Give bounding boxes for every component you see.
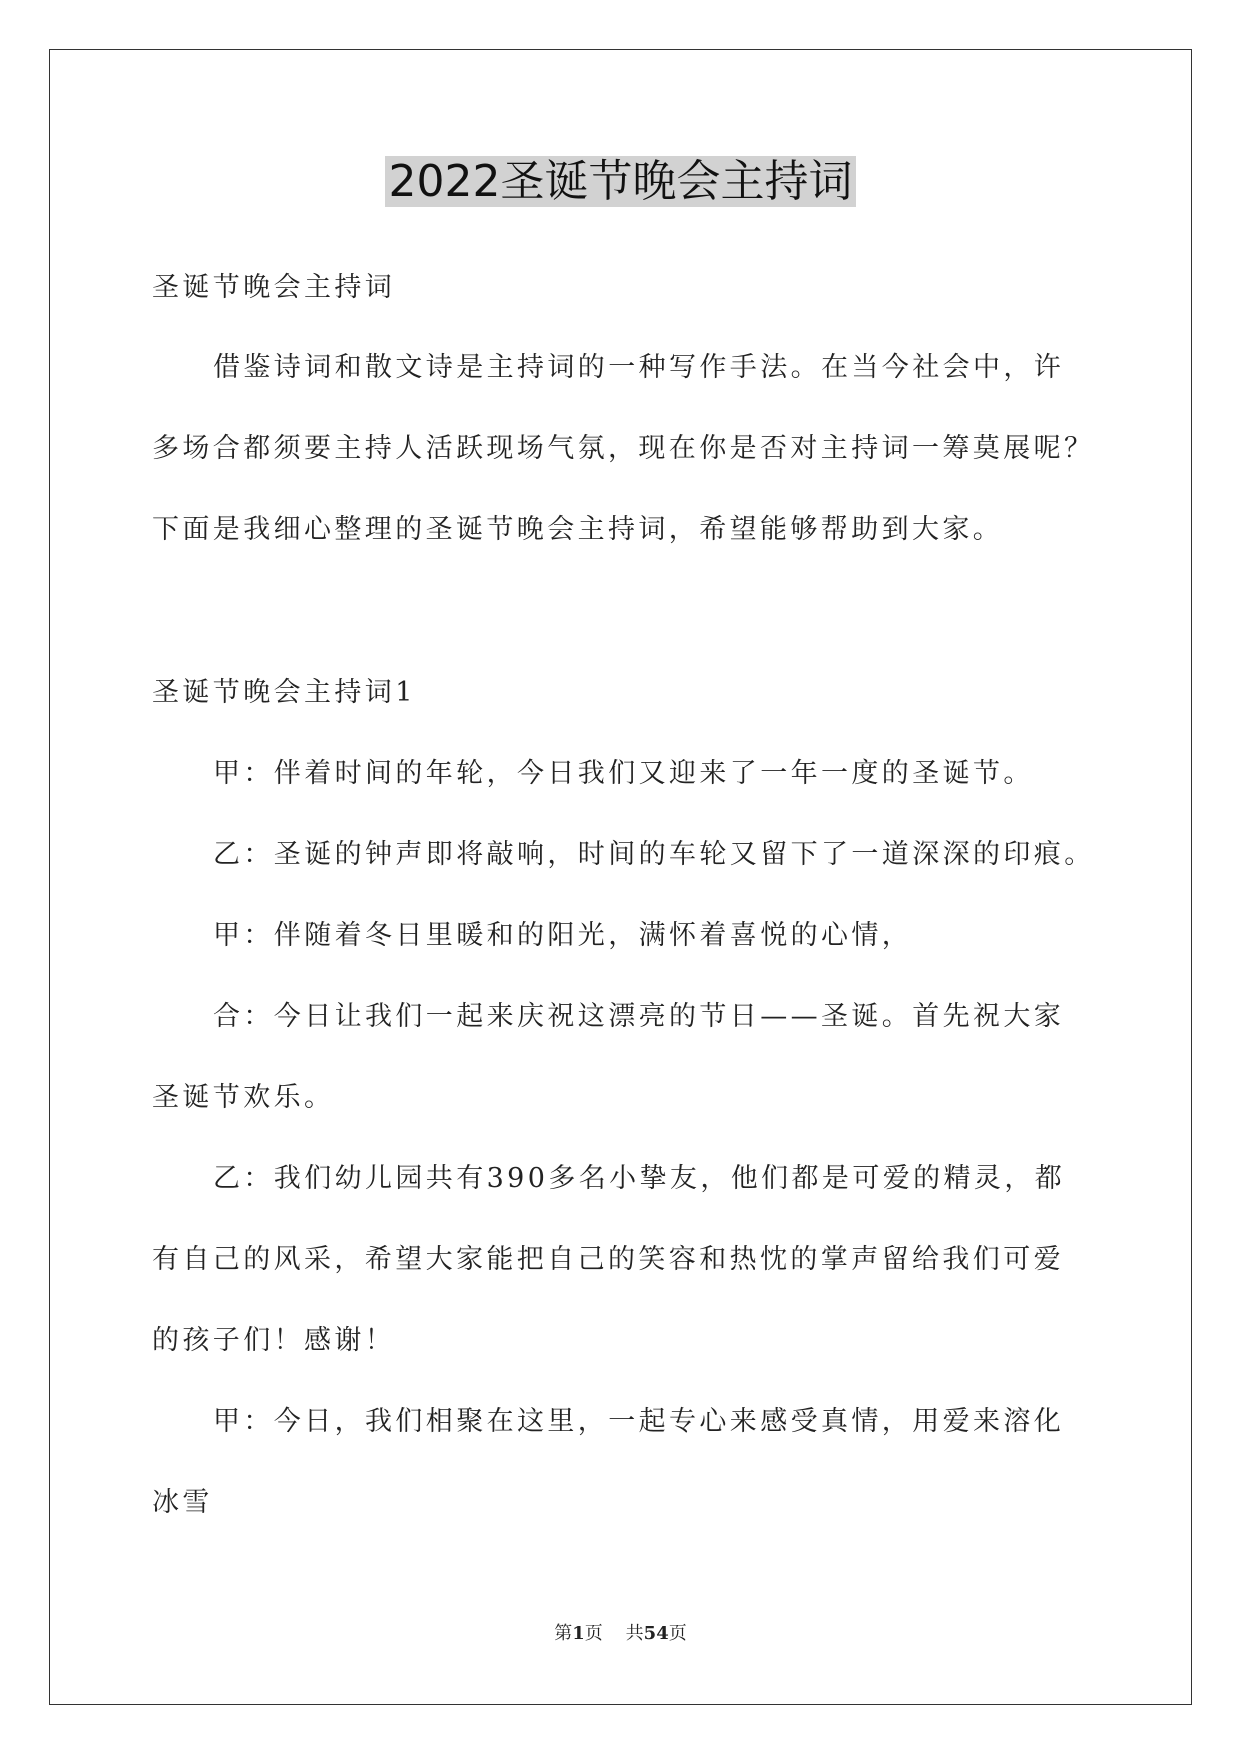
dialogue-line: 乙：圣诞的钟声即将敲响，时间的车轮又留下了一道深深的印痕。	[213, 839, 1095, 870]
dialogue-line: 冰雪	[152, 1487, 213, 1518]
page-footer	[0, 1622, 1241, 1646]
page-suffix: 页	[584, 1623, 603, 1644]
page-prefix: 第	[554, 1623, 573, 1644]
dialogue-line: 甲：今日，我们相聚在这里，一起专心来感受真情，用爱来溶化	[213, 1406, 1065, 1437]
document-title-text: 2022圣诞节晚会主持词	[385, 156, 857, 207]
intro-paragraph-line: 多场合都须要主持人活跃现场气氛，现在你是否对主持词一筹莫展呢？	[152, 433, 1095, 464]
document-title	[0, 152, 1241, 212]
total-prefix: 共	[625, 1623, 644, 1644]
dialogue-line: 合：今日让我们一起来庆祝这漂亮的节日——圣诞。首先祝大家	[213, 1001, 1065, 1032]
total-suffix: 页	[668, 1623, 687, 1644]
page-number: 1	[572, 1623, 585, 1644]
dialogue-line: 乙：我们幼儿园共有390多名小挚友，他们都是可爱的精灵，都	[213, 1163, 1066, 1194]
intro-paragraph-line: 下面是我细心整理的圣诞节晚会主持词，希望能够帮助到大家。	[152, 514, 1004, 545]
subtitle: 圣诞节晚会主持词	[152, 272, 396, 303]
dialogue-line: 圣诞节欢乐。	[152, 1082, 335, 1113]
dialogue-line: 有自己的风采，希望大家能把自己的笑容和热忱的掌声留给我们可爱	[152, 1244, 1064, 1275]
dialogue-line: 甲：伴随着冬日里暖和的阳光，满怀着喜悦的心情，	[213, 920, 913, 951]
total-pages: 54	[643, 1623, 669, 1644]
dialogue-line: 甲：伴着时间的年轮，今日我们又迎来了一年一度的圣诞节。	[213, 758, 1034, 789]
intro-paragraph-line: 借鉴诗词和散文诗是主持词的一种写作手法。在当今社会中，许	[213, 352, 1065, 383]
section-heading: 圣诞节晚会主持词1	[152, 677, 416, 708]
dialogue-line: 的孩子们！感谢！	[152, 1325, 396, 1356]
